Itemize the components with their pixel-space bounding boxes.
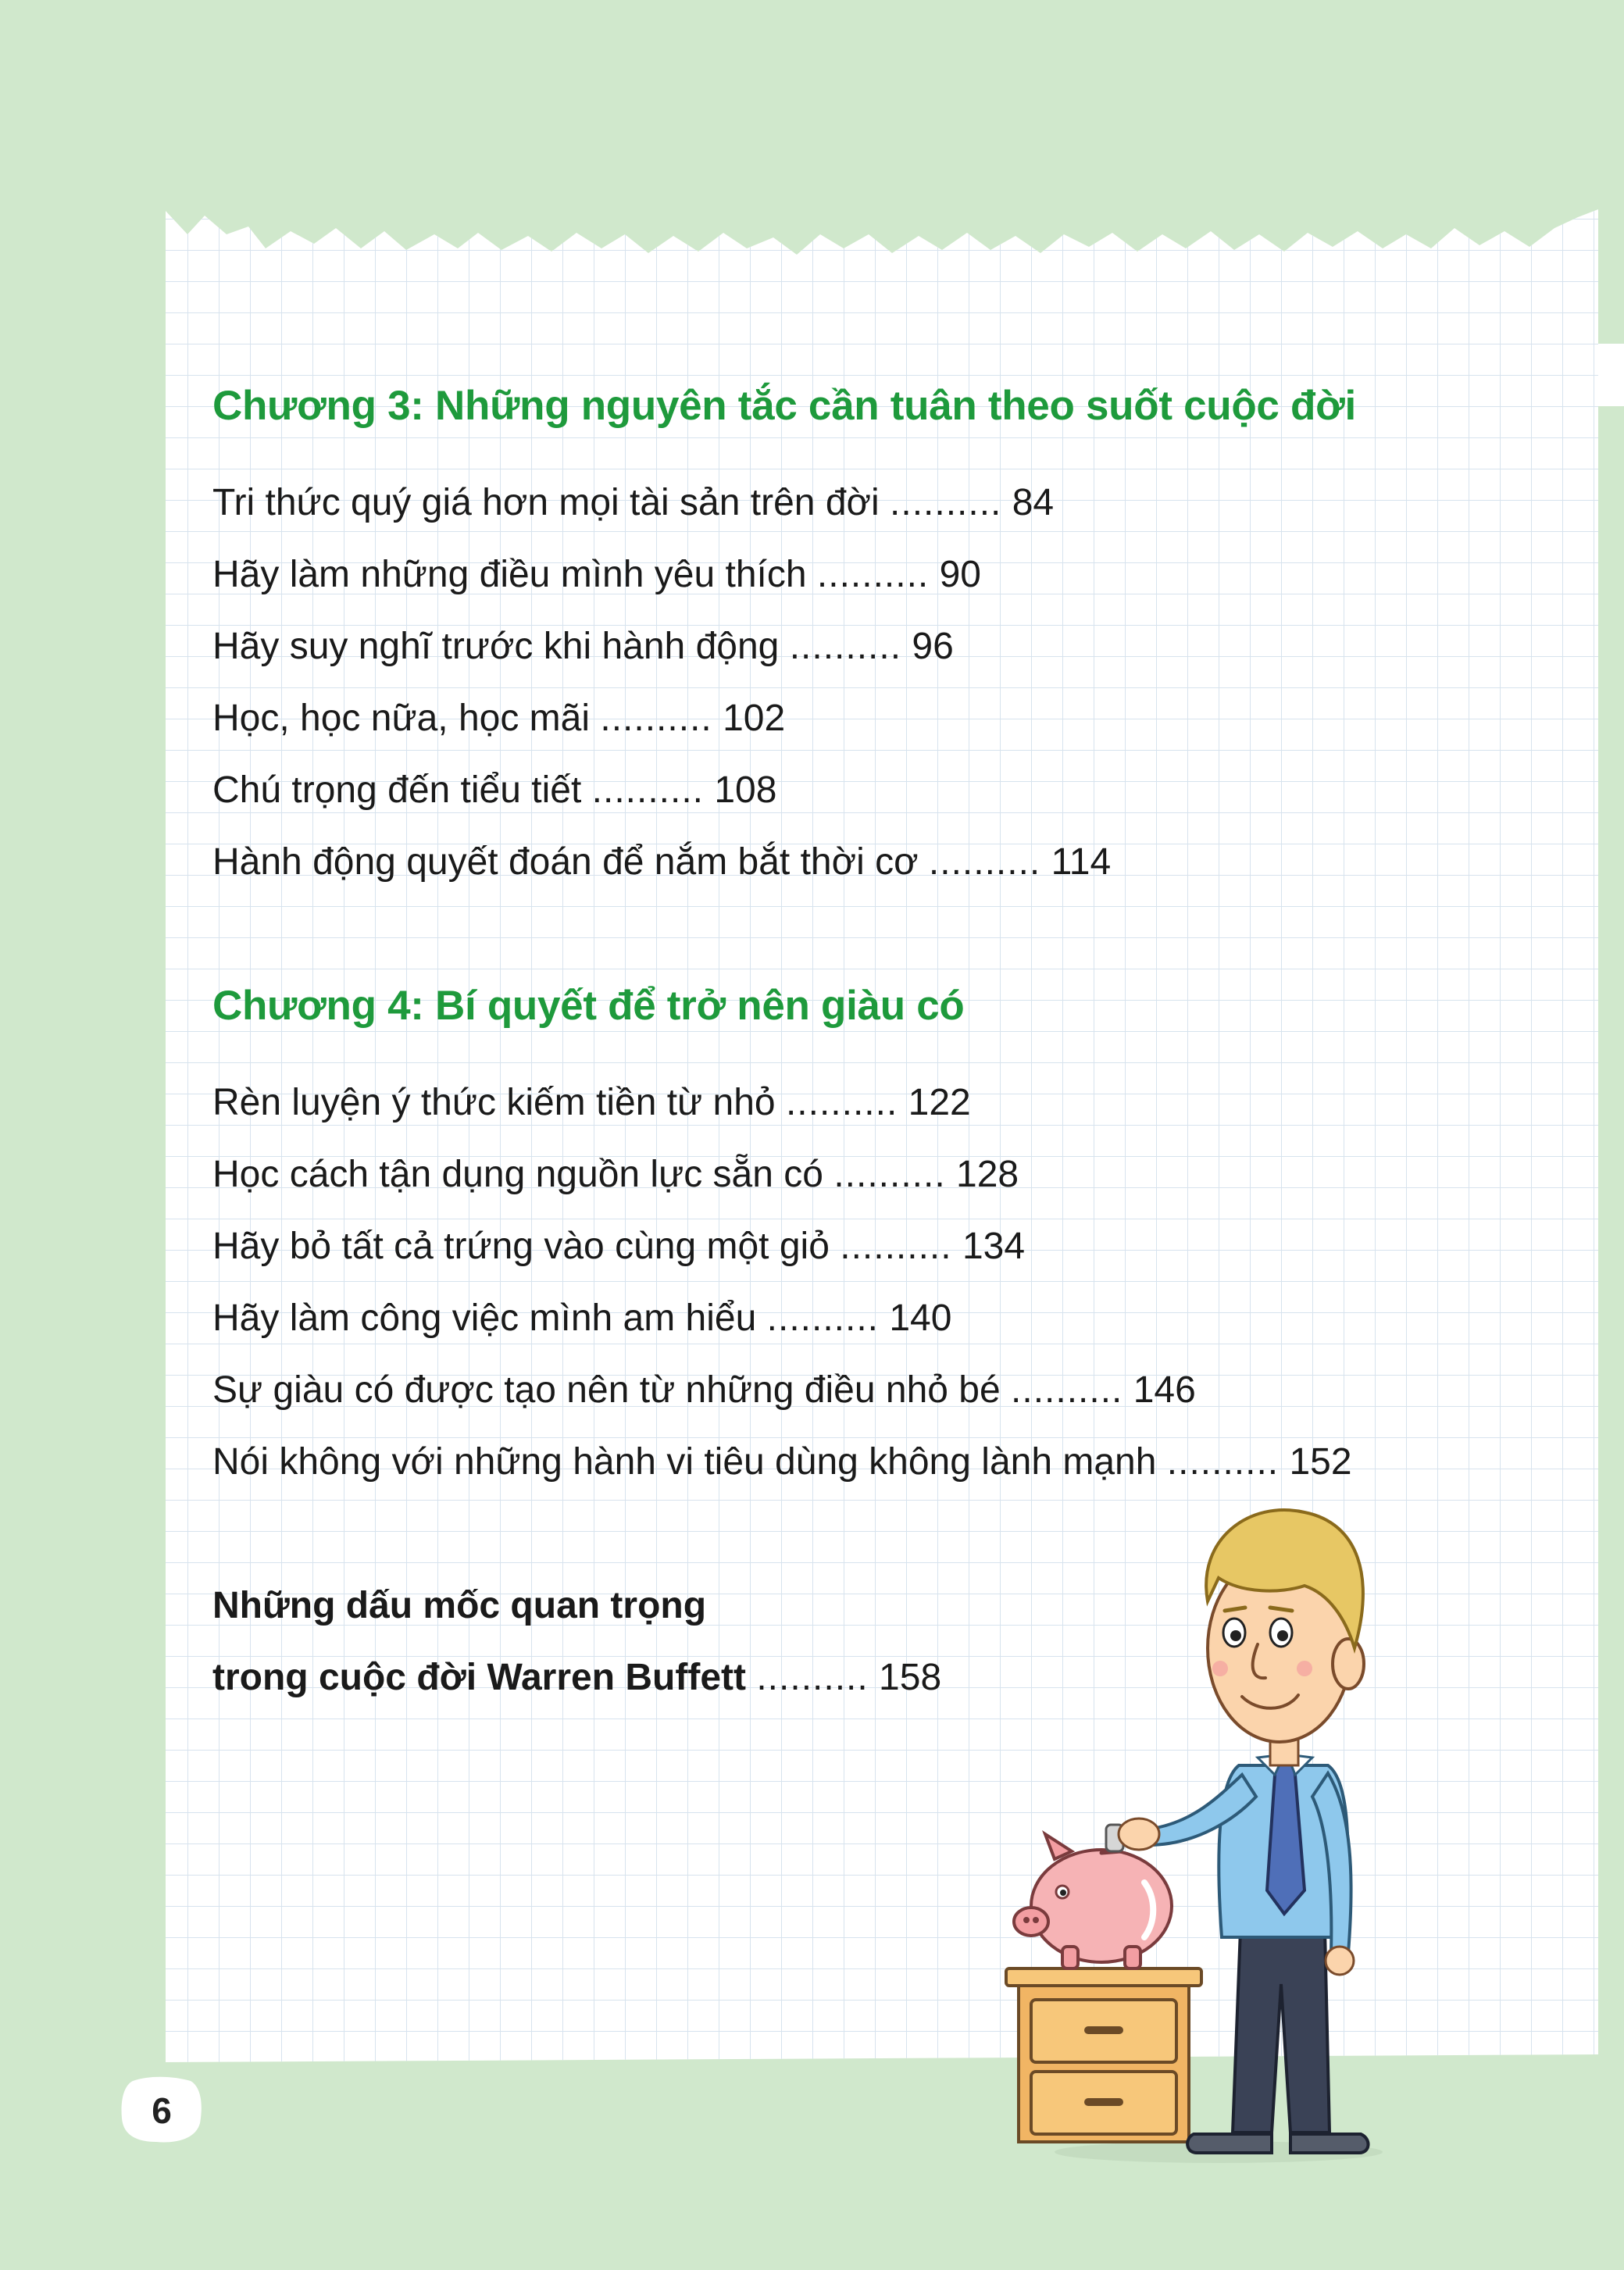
toc-leader-dots: .......... [756,1657,869,1698]
toc-entry[interactable] [212,839,1111,886]
toc-entry[interactable] [212,695,785,742]
cabinet-icon [1006,1968,1201,2142]
toc-page-number: 152 [1289,1441,1352,1483]
toc-page-number: 146 [1133,1369,1196,1411]
toc-entry[interactable] [212,623,954,670]
toc-entry-title: Chú trọng đến tiểu tiết [212,769,582,811]
toc-page-number: 108 [714,769,777,811]
toc-leader-dots: .......... [833,1154,946,1195]
toc-entry-title: Hãy làm những điều mình yêu thích [212,554,807,595]
toc-entry-title: Rèn luyện ý thức kiếm tiền từ nhỏ [212,1082,776,1123]
toc-entry-title: Hãy làm công việc mình am hiểu [212,1297,757,1339]
toc-leader-dots: .......... [785,1082,898,1123]
page-number-badge [119,2075,205,2145]
toc-leader-dots: .......... [1166,1441,1280,1483]
toc-entry[interactable] [212,1439,1352,1486]
man-head [1206,1510,1364,1765]
toc-leader-dots: .......... [789,626,902,667]
toc-entry-title: trong cuộc đời Warren Buffett [212,1657,746,1698]
toc-page-number: 122 [908,1082,971,1123]
toc-leader-dots: .......... [840,1226,952,1267]
toc-leader-dots: .......... [766,1297,880,1339]
toc-page-number: 140 [889,1297,952,1339]
page-edge-tab [1598,344,1624,406]
toc-leader-dots: .......... [1011,1369,1123,1411]
toc-entry-title: Tri thức quý giá hơn mọi tài sản trên đời [212,482,880,523]
toc-page-number: 128 [956,1154,1019,1195]
toc-entry[interactable] [212,1151,1019,1198]
toc-entry-title: Nói không với những hành vi tiêu dùng không lành mạnh [212,1441,1157,1483]
toc-entry-title: Sự giàu có được tạo nên từ những điều nhỏ bé [212,1369,1001,1411]
toc-entry-title: Hành động quyết đoán để nắm bắt thời cơ [212,841,919,883]
man-with-piggy-bank-icon [984,1484,1422,2172]
toc-entry-title: Học, học nữa, học mãi [212,698,591,739]
toc-page-number: 96 [912,626,954,667]
chapter-3-heading: Chương 3: Những nguyên tắc cần tuân theo suốt cuộc đời [212,383,1356,429]
toc-entry[interactable] [212,1295,951,1342]
page-number: 6 [152,2090,172,2131]
toc-leader-dots: .......... [890,482,1002,523]
toc-entry[interactable] [212,767,776,814]
toc-entry[interactable] [212,551,981,598]
toc-leader-dots: .......... [600,698,712,739]
toc-leader-dots: .......... [591,769,705,811]
toc-entry[interactable] [212,480,1054,526]
piggy-bank-icon [1014,1834,1172,1968]
toc-leader-dots: .......... [928,841,1041,883]
toc-page-number: 134 [962,1226,1026,1267]
toc-entry-title: Hãy bỏ tất cả trứng vào cùng một giỏ [212,1226,830,1267]
toc-entry[interactable] [212,1223,1025,1270]
toc-entry[interactable] [212,1080,971,1126]
milestones-title: Những dấu mốc quan trọng [212,1585,707,1626]
toc-leader-dots: .......... [816,554,930,595]
toc-page-number: 102 [723,698,786,739]
toc-page-number: 158 [879,1657,942,1698]
toc-page-number: 90 [939,554,981,595]
milestones-entry[interactable] [212,1654,941,1701]
toc-entry-title: Hãy suy nghĩ trước khi hành động [212,626,780,667]
toc-entry[interactable] [212,1367,1196,1414]
chapter-4-heading: Chương 4: Bí quyết để trở nên giàu có [212,983,965,1029]
toc-entry-title: Học cách tận dụng nguồn lực sẵn có [212,1154,823,1195]
toc-page-number: 84 [1012,482,1055,523]
toc-page-number: 114 [1051,841,1112,883]
